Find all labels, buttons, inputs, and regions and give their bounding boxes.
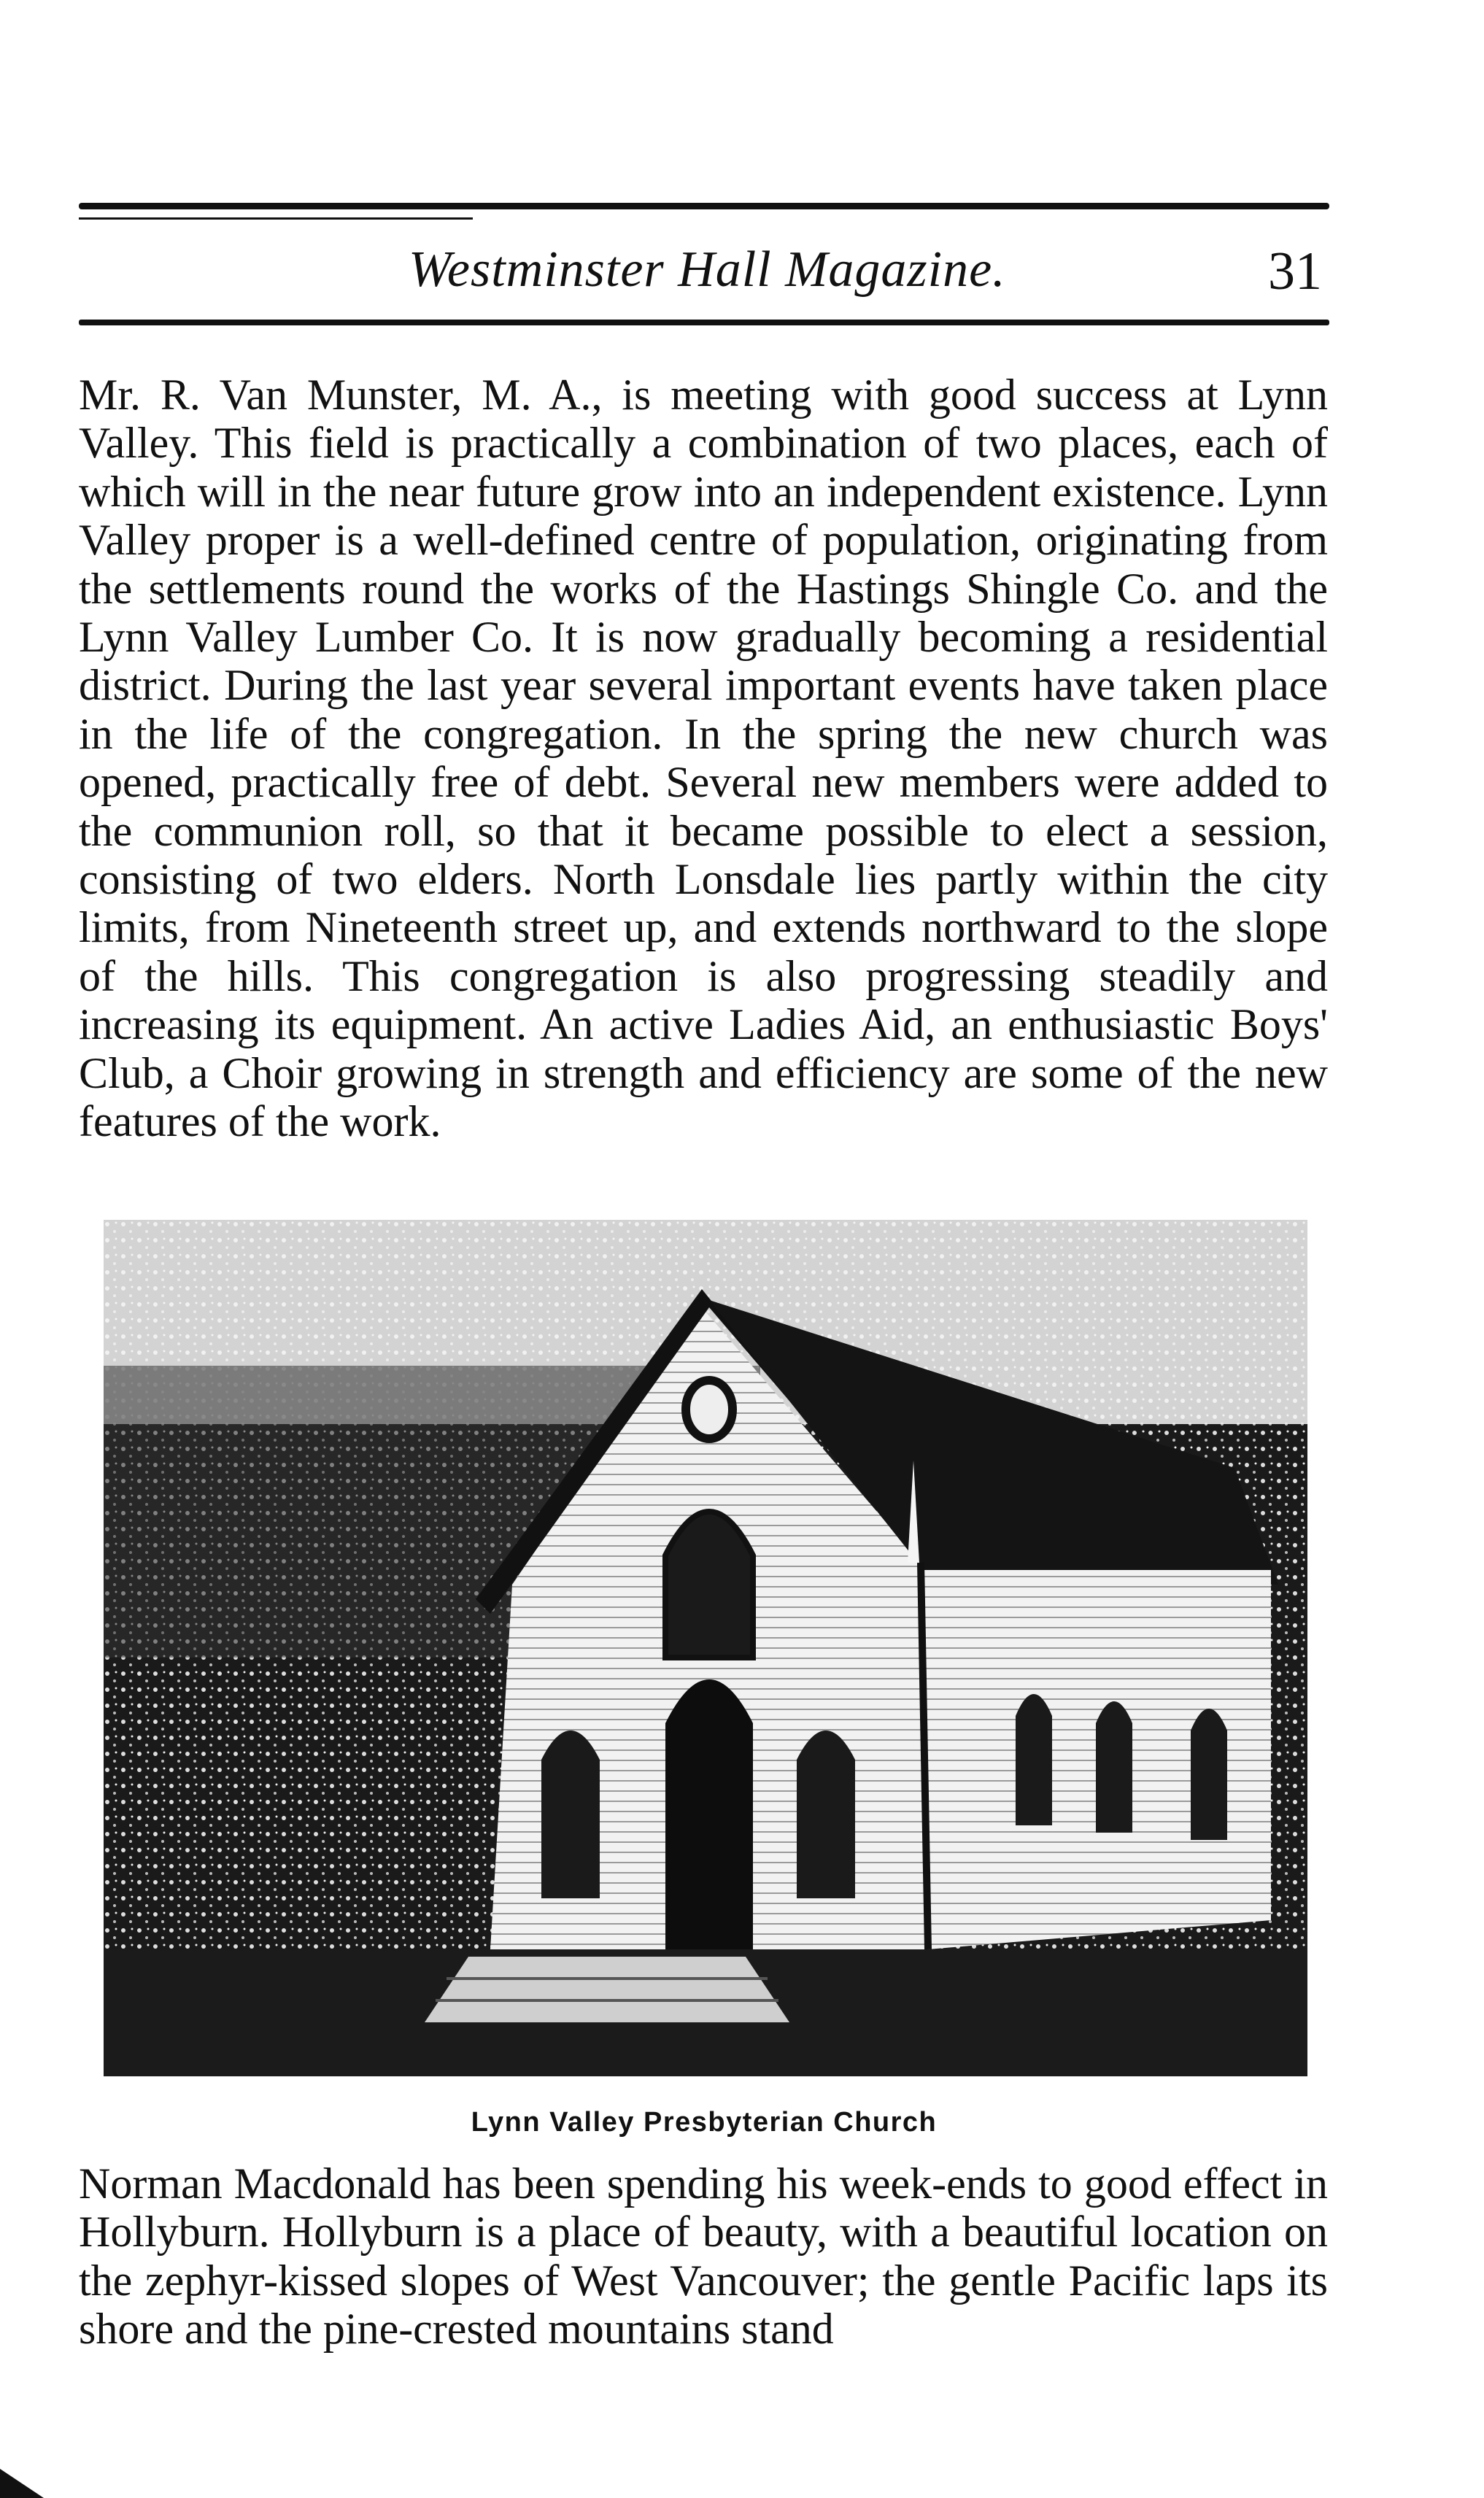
paragraph-van-munster: Mr. R. Van Munster, M. A., is meeting with good success at Lynn Valley. This field is practically a combination of two places, each of which will in the near future grow into an independent existence. Lynn Valley proper is a well-defined centre of population, originating from the settlements round the works of the Hastings Shingle Co. and the Lynn Valley Lumber Co. It is now gradually becoming a residential district. During the last year several important events have taken place in the life of the congregation. In the spring the new church was opened, practically free of debt. Several new members were added to the communion roll, so that it became possible to elect a session, consisting of two elders. North Lonsdale lies partly within the city limits, from Nineteenth street up, and extends northward to the slope of the hills. This congregation is also progressing steadily and increasing its equipment. An active Ladies Aid, an enthusiastic Boys' Club, a Choir growing in strength and efficiency are some of the new features of the work. — [79, 371, 1328, 1146]
running-header — [79, 241, 1329, 314]
article-body-top — [79, 371, 1328, 1146]
header-rule-top — [79, 203, 1329, 209]
article-body-bottom — [79, 2159, 1328, 2354]
page-corner-mark — [0, 2469, 44, 2498]
header-rule-thin — [79, 217, 473, 220]
paragraph-macdonald: Norman Macdonald has been spending his week-ends to good effect in Hollyburn. Hollyburn is a place of beauty, with a beautiful location on the zephyr-kissed slopes of West Vancouver; the gentle Pacific laps its shore and the pine-crested mountains stand — [79, 2159, 1328, 2354]
church-illustration — [104, 1220, 1307, 2076]
figure-caption: Lynn Valley Presbyterian Church — [471, 2107, 938, 2138]
header-rule-bottom — [79, 320, 1329, 325]
church-photograph — [104, 1220, 1307, 2076]
page-number: 31 — [1268, 241, 1322, 301]
magazine-title: Westminster Hall Magazine. — [409, 241, 1006, 298]
